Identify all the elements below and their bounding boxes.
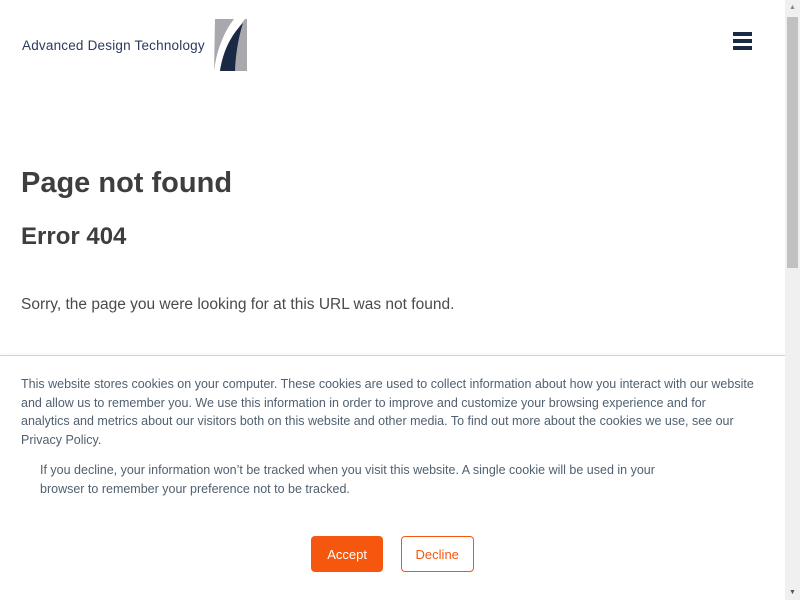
logo-text: Advanced Design Technology <box>22 37 205 53</box>
hamburger-bar <box>733 39 752 43</box>
hamburger-icon <box>733 32 752 50</box>
cookie-decline-info-text: If you decline, your information won’t be tracked when you visit this website. A single cookie will be used in your browser to remember your preference not to be tracked. <box>40 463 655 496</box>
error-code-heading: Error 404 <box>21 223 127 250</box>
cookie-policy-text: This website stores cookies on your computer. These cookies are used to collect information about how you interact with our website and allow us to remember you. We use this information in order to improve and customize your browsing experience and for analytics and metrics about our visitors both on this website and other media. To find out more about the cookies we use, see our Privacy Policy. <box>21 377 754 447</box>
decline-button[interactable]: Decline <box>401 536 474 572</box>
cookie-banner-buttons <box>0 536 785 572</box>
logo-mark-icon <box>214 19 247 71</box>
scrollbar-thumb[interactable] <box>787 17 798 268</box>
page-title: Page not found <box>21 167 233 199</box>
error-message: Sorry, the page you were looking for at this URL was not found. <box>21 296 455 313</box>
logo-link[interactable] <box>22 19 247 71</box>
scroll-up-arrow-icon[interactable]: ▲ <box>789 4 796 11</box>
hamburger-menu-button[interactable] <box>733 32 752 50</box>
scroll-down-arrow-icon[interactable]: ▼ <box>789 589 796 596</box>
hamburger-bar <box>733 46 752 50</box>
scrollbar[interactable] <box>785 0 800 600</box>
cookie-consent-banner <box>0 355 785 600</box>
accept-button[interactable]: Accept <box>311 536 383 572</box>
header <box>22 19 752 73</box>
hamburger-bar <box>733 32 752 36</box>
